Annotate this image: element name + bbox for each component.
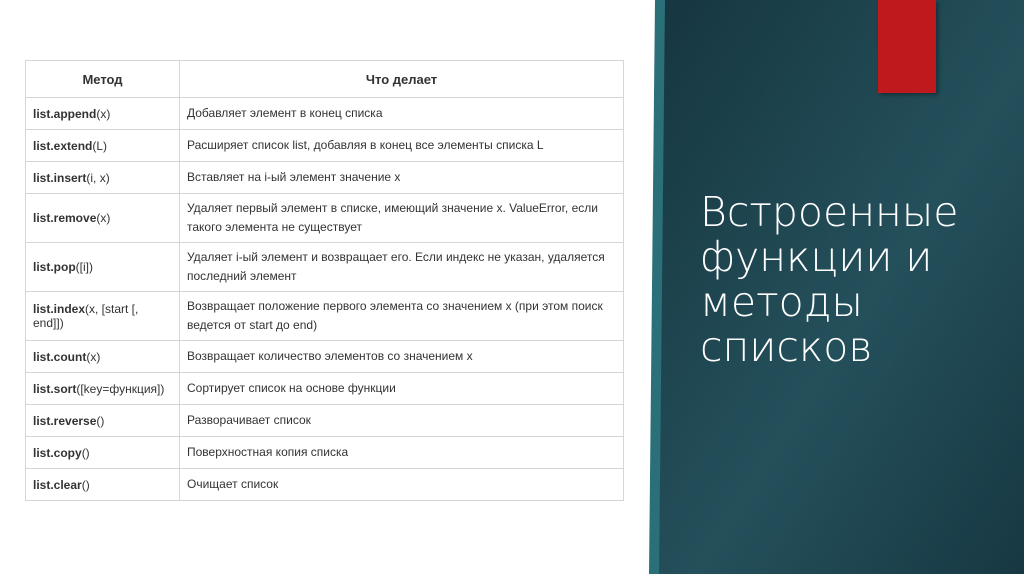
method-args: (i, x) bbox=[86, 170, 110, 185]
column-header-method: Метод bbox=[26, 61, 180, 98]
table-header-row bbox=[26, 61, 624, 98]
method-cell bbox=[26, 341, 180, 373]
method-name: list.index bbox=[33, 302, 86, 316]
title-line: Встроенные bbox=[700, 188, 959, 236]
method-cell bbox=[26, 437, 180, 469]
method-cell bbox=[26, 162, 180, 194]
method-cell bbox=[26, 98, 180, 130]
description-cell: Удаляет первый элемент в списке, имеющий значение x. ValueError, если такого элемента не существует bbox=[180, 194, 624, 243]
table-row bbox=[26, 405, 624, 437]
method-name: list.sort bbox=[33, 381, 77, 396]
method-cell bbox=[26, 469, 180, 501]
title-line: списков bbox=[700, 323, 873, 371]
column-header-description: Что делает bbox=[180, 61, 624, 98]
table-row bbox=[26, 162, 624, 194]
description-cell: Удаляет i-ый элемент и возвращает его. Если индекс не указан, удаляется последний элемент bbox=[180, 243, 624, 292]
method-name: list.append bbox=[33, 106, 97, 121]
method-cell bbox=[26, 194, 180, 243]
method-name: list.count bbox=[33, 349, 87, 364]
description-cell: Возвращает положение первого элемента со значением x (при этом поиск ведется от start до end) bbox=[180, 292, 624, 341]
method-name: list.copy bbox=[33, 445, 82, 460]
method-cell bbox=[26, 130, 180, 162]
description-cell: Разворачивает список bbox=[180, 405, 624, 437]
description-cell: Возвращает количество элементов со значением x bbox=[180, 341, 624, 373]
description-cell: Расширяет список list, добавляя в конец все элементы списка L bbox=[180, 130, 624, 162]
method-name: list.insert bbox=[33, 170, 87, 185]
method-args: (x, [start [, end]]) bbox=[33, 302, 139, 330]
method-args: () bbox=[96, 413, 105, 428]
table-row bbox=[26, 194, 624, 243]
table-row bbox=[26, 243, 624, 292]
description-cell: Вставляет на i-ый элемент значение x bbox=[180, 162, 624, 194]
method-cell bbox=[26, 405, 180, 437]
method-args: ([i]) bbox=[75, 260, 93, 274]
method-name: list.clear bbox=[33, 477, 82, 492]
table-row bbox=[26, 292, 624, 341]
table-row bbox=[26, 437, 624, 469]
slide-title bbox=[700, 190, 1000, 370]
description-cell: Поверхностная копия списка bbox=[180, 437, 624, 469]
list-methods-table bbox=[25, 60, 624, 501]
method-args: (x) bbox=[86, 349, 101, 364]
method-cell bbox=[26, 373, 180, 405]
table-row bbox=[26, 130, 624, 162]
red-accent-bar bbox=[878, 0, 936, 93]
table-row bbox=[26, 469, 624, 501]
method-name: list.extend bbox=[33, 138, 93, 153]
title-line: функции и bbox=[700, 233, 933, 281]
method-name: list.pop bbox=[33, 260, 76, 274]
description-cell: Очищает список bbox=[180, 469, 624, 501]
method-args: (L) bbox=[92, 138, 108, 153]
method-args: () bbox=[81, 477, 90, 492]
method-args: (x) bbox=[96, 106, 111, 121]
description-cell: Сортирует список на основе функции bbox=[180, 373, 624, 405]
title-line: методы bbox=[700, 278, 863, 326]
description-cell: Добавляет элемент в конец списка bbox=[180, 98, 624, 130]
table-row bbox=[26, 341, 624, 373]
method-name: list.reverse bbox=[33, 413, 97, 428]
method-args: ([key=функция]) bbox=[76, 381, 165, 396]
table-row bbox=[26, 373, 624, 405]
method-name: list.remove bbox=[33, 211, 97, 225]
method-cell bbox=[26, 243, 180, 292]
method-args: () bbox=[81, 445, 90, 460]
table-row bbox=[26, 98, 624, 130]
method-args: (x) bbox=[96, 211, 111, 225]
method-cell bbox=[26, 292, 180, 341]
